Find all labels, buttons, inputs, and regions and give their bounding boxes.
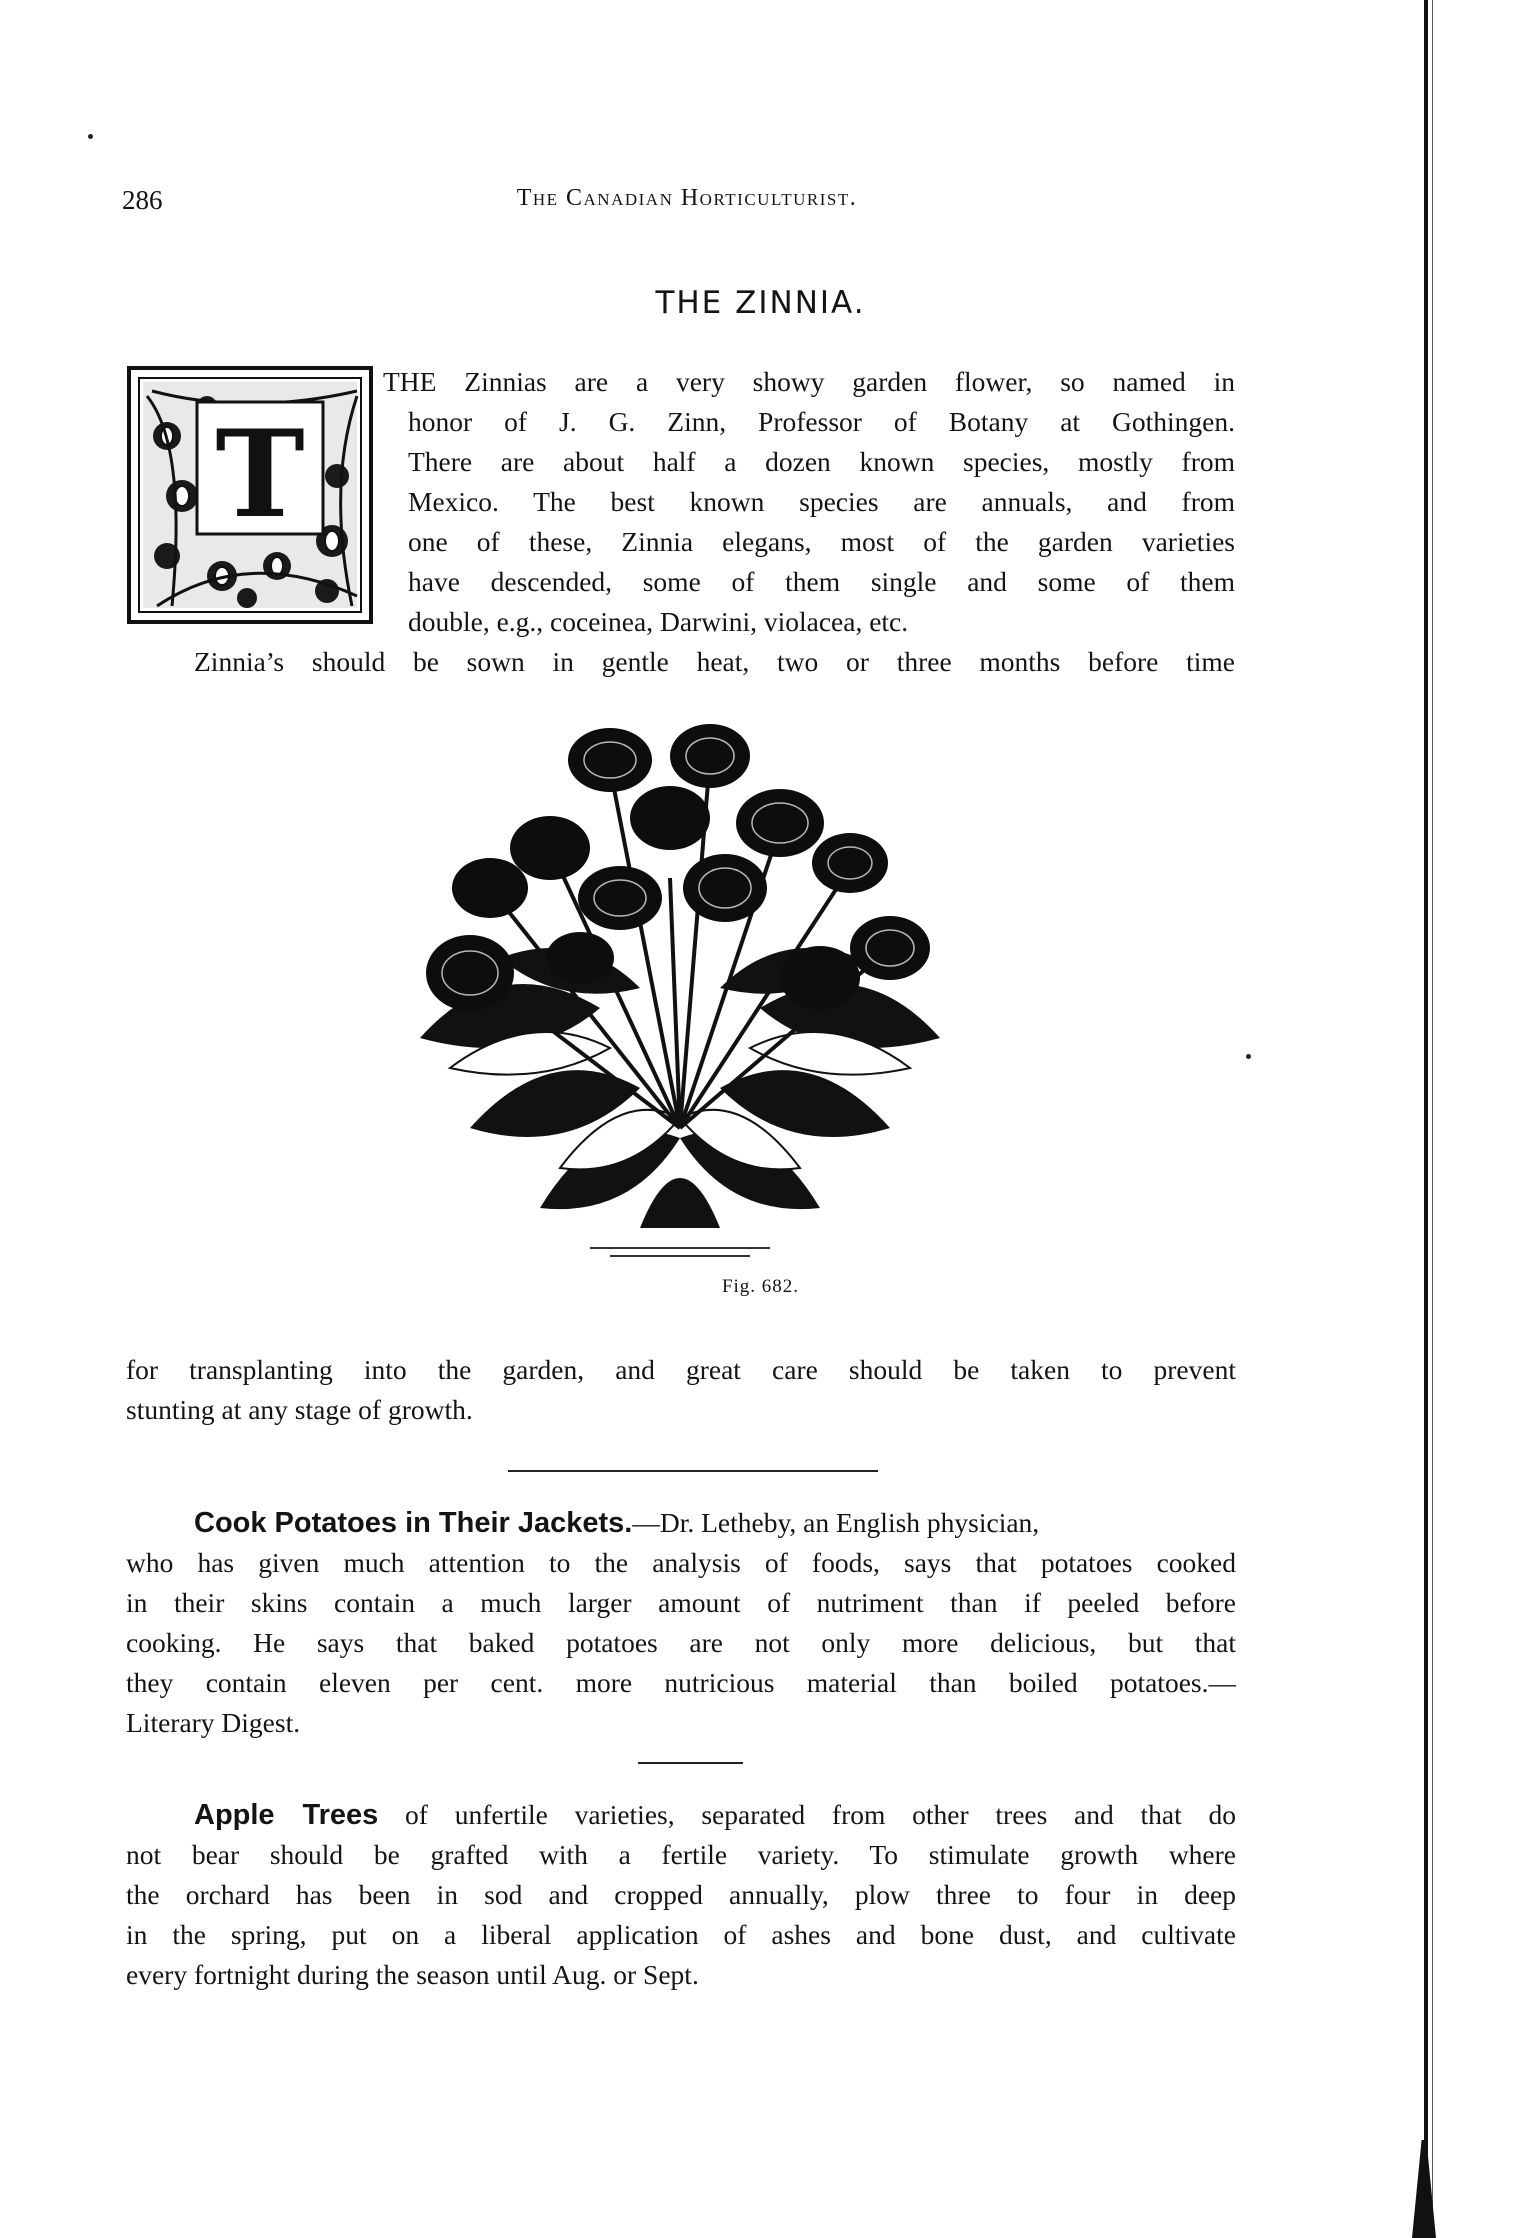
floral-initial-frame-icon <box>127 366 373 624</box>
zinnia-line-4: Mexico. The best known species are annuals, and from <box>408 486 1235 517</box>
zinnia-line-6: have descended, some of them single and some of them <box>408 566 1235 597</box>
svg-text:T: T <box>215 404 305 545</box>
apple-line-2: not bear should be grafted with a fertile variety. To stimulate growth where <box>126 1839 1236 1870</box>
zinnia-line-5: one of these, Zinnia elegans, most of the garden varieties <box>408 526 1235 557</box>
apple-line-4: in the spring, put on a liberal application of ashes and bone dust, and cultivate <box>126 1919 1236 1950</box>
potatoes-heading: Cook Potatoes in Their Jackets. <box>194 1507 633 1539</box>
figure-caption: Fig. 682. <box>721 1276 800 1297</box>
potatoes-line-4: cooking. He says that baked potatoes are not only more delicious, but that <box>126 1627 1236 1658</box>
zinnia-line-8: Zinnia’s should be sown in gentle heat, two or three months before time <box>194 646 1235 677</box>
apple-heading: Apple Trees <box>194 1799 379 1831</box>
binding-edge-line <box>1424 0 1428 2238</box>
zinnia-plant-icon <box>380 708 980 1263</box>
article-title: THE ZINNIA. <box>655 285 866 321</box>
potatoes-line-1-text: —Dr. Letheby, an English physician, <box>632 1507 1040 1538</box>
apple-line-1 <box>194 1795 1236 1835</box>
apple-line-1-text: of unfertile varieties, separated from other trees and that do <box>378 1799 1236 1830</box>
ink-speck <box>1246 1054 1251 1059</box>
journal-title: The Canadian Horticulturist. <box>516 185 858 211</box>
zinnia-line-2: honor of J. G. Zinn, Professor of Botany at Gothingen. <box>408 406 1235 437</box>
running-head <box>122 185 1252 225</box>
ink-speck <box>88 134 93 139</box>
zinnia-illustration <box>380 708 980 1263</box>
apple-line-5: every fortnight during the season until Aug. or Sept. <box>126 1959 699 1990</box>
zinnia-continuation-line-1: for transplanting into the garden, and great care should be taken to prevent <box>126 1354 1236 1385</box>
apple-line-3: the orchard has been in sod and cropped annually, plow three to four in deep <box>126 1879 1236 1910</box>
potatoes-line-6: Literary Digest. <box>126 1707 301 1738</box>
potatoes-line-2: who has given much attention to the analysis of foods, says that potatoes cooked <box>126 1547 1236 1578</box>
zinnia-continuation-line-2: stunting at any stage of growth. <box>126 1394 473 1425</box>
zinnia-line-7: double, e.g., coceinea, Darwini, violacea, etc. <box>408 606 909 637</box>
potatoes-line-1 <box>194 1503 1236 1543</box>
decorative-initial <box>127 366 373 624</box>
zinnia-line-3: There are about half a dozen known species, mostly from <box>408 446 1235 477</box>
potatoes-line-3: in their skins contain a much larger amount of nutriment than if peeled before <box>126 1587 1236 1618</box>
section-divider-short <box>638 1762 743 1764</box>
section-divider-long <box>508 1470 878 1472</box>
potatoes-line-5: they contain eleven per cent. more nutricious material than boiled potatoes.— <box>126 1667 1236 1698</box>
page-number: 286 <box>122 185 163 215</box>
zinnia-line-1: THE Zinnias are a very showy garden flower, so named in <box>383 366 1235 397</box>
binding-edge-thin-line <box>1432 0 1433 2238</box>
